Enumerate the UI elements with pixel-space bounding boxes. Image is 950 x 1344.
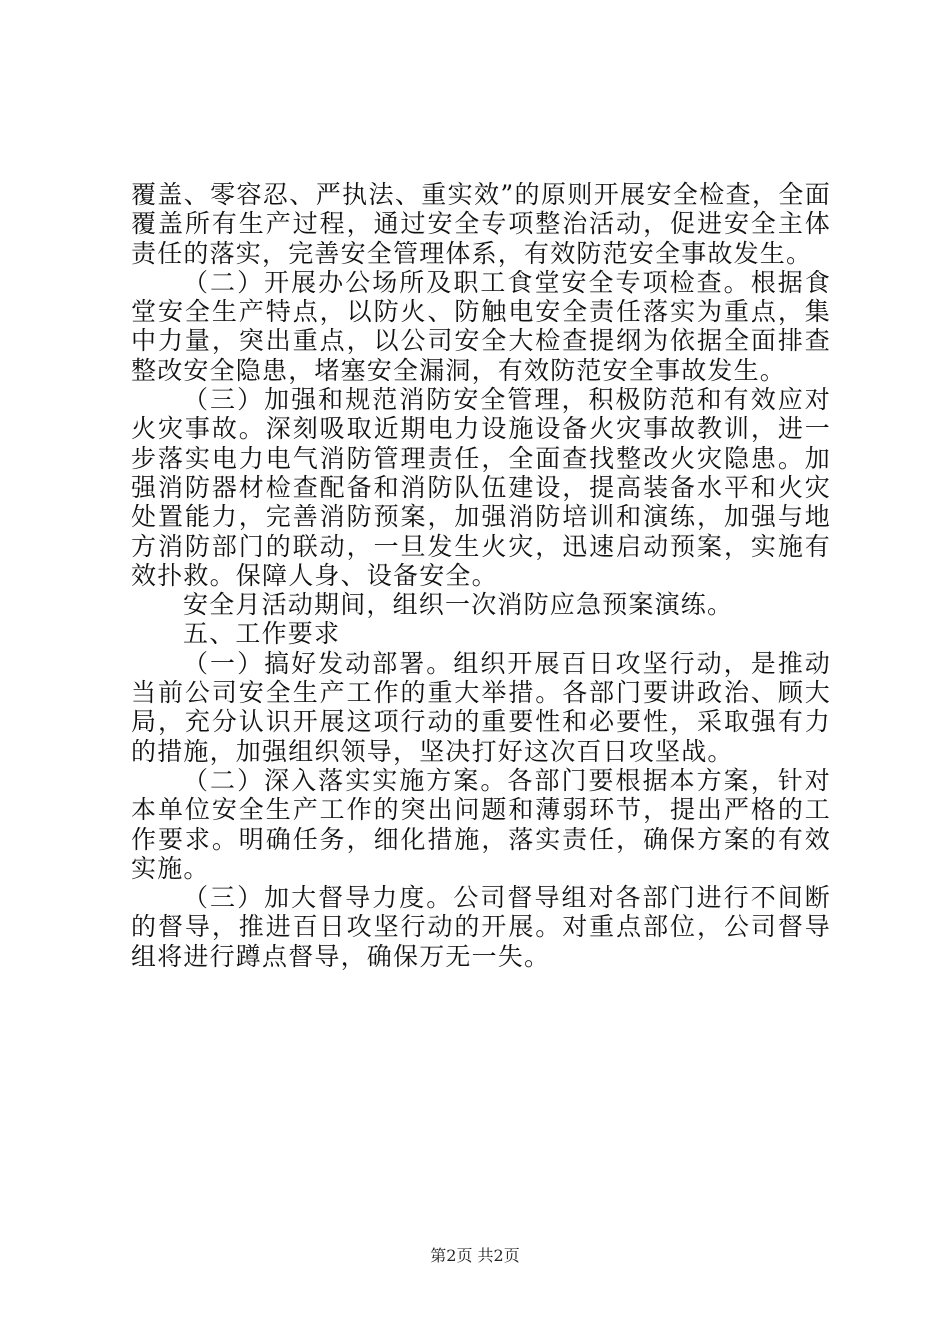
- paragraph: （二）开展办公场所及职工食堂安全专项检查。根据食堂安全生产特点，以防火、防触电安全责任落实为重点，集中力量，突出重点，以公司安全大检查提纲为依据全面排查整改安全隐患，堵塞安全漏洞，有效防范安全事故发生。: [131, 267, 831, 385]
- paragraph: （二）深入落实实施方案。各部门要根据本方案，针对本单位安全生产工作的突出问题和薄弱环节，提出严格的工作要求。明确任务，细化措施，落实责任，确保方案的有效实施。: [131, 765, 831, 883]
- section-heading: 五、工作要求: [183, 619, 341, 649]
- document-body: [131, 180, 831, 971]
- paragraph: （一）搞好发动部署。组织开展百日攻坚行动，是推动当前公司安全生产工作的重大举措。各部门要讲政治、顾大局，充分认识开展这项行动的重要性和必要性，采取强有力的措施，加强组织领导，坚决打好这次百日攻坚战。: [131, 648, 831, 766]
- paragraph: （三）加大督导力度。公司督导组对各部门进行不间断的督导，推进百日攻坚行动的开展。对重点部位，公司督导组将进行蹲点督导，确保万无一失。: [131, 883, 831, 971]
- paragraph: 覆盖、零容忍、严执法、重实效”的原则开展安全检查，全面覆盖所有生产过程，通过安全专项整治活动，促进安全主体责任的落实，完善安全管理体系，有效防范安全事故发生。: [131, 180, 831, 268]
- page-number-footer: 第2页 共2页: [430, 1246, 520, 1265]
- paragraph: （三）加强和规范消防安全管理，积极防范和有效应对火灾事故。深刻吸取近期电力设施设备火灾事故教训，进一步落实电力电气消防管理责任，全面查找整改火灾隐患。加强消防器材检查配备和消防队伍建设，提高装备水平和火灾处置能力，完善消防预案，加强消防培训和演练，加强与地方消防部门的联动，一旦发生火灾，迅速启动预案，实施有效扑救。保障人身、设备安全。: [131, 385, 831, 590]
- paragraph: 安全月活动期间，组织一次消防应急预案演练。: [183, 590, 734, 620]
